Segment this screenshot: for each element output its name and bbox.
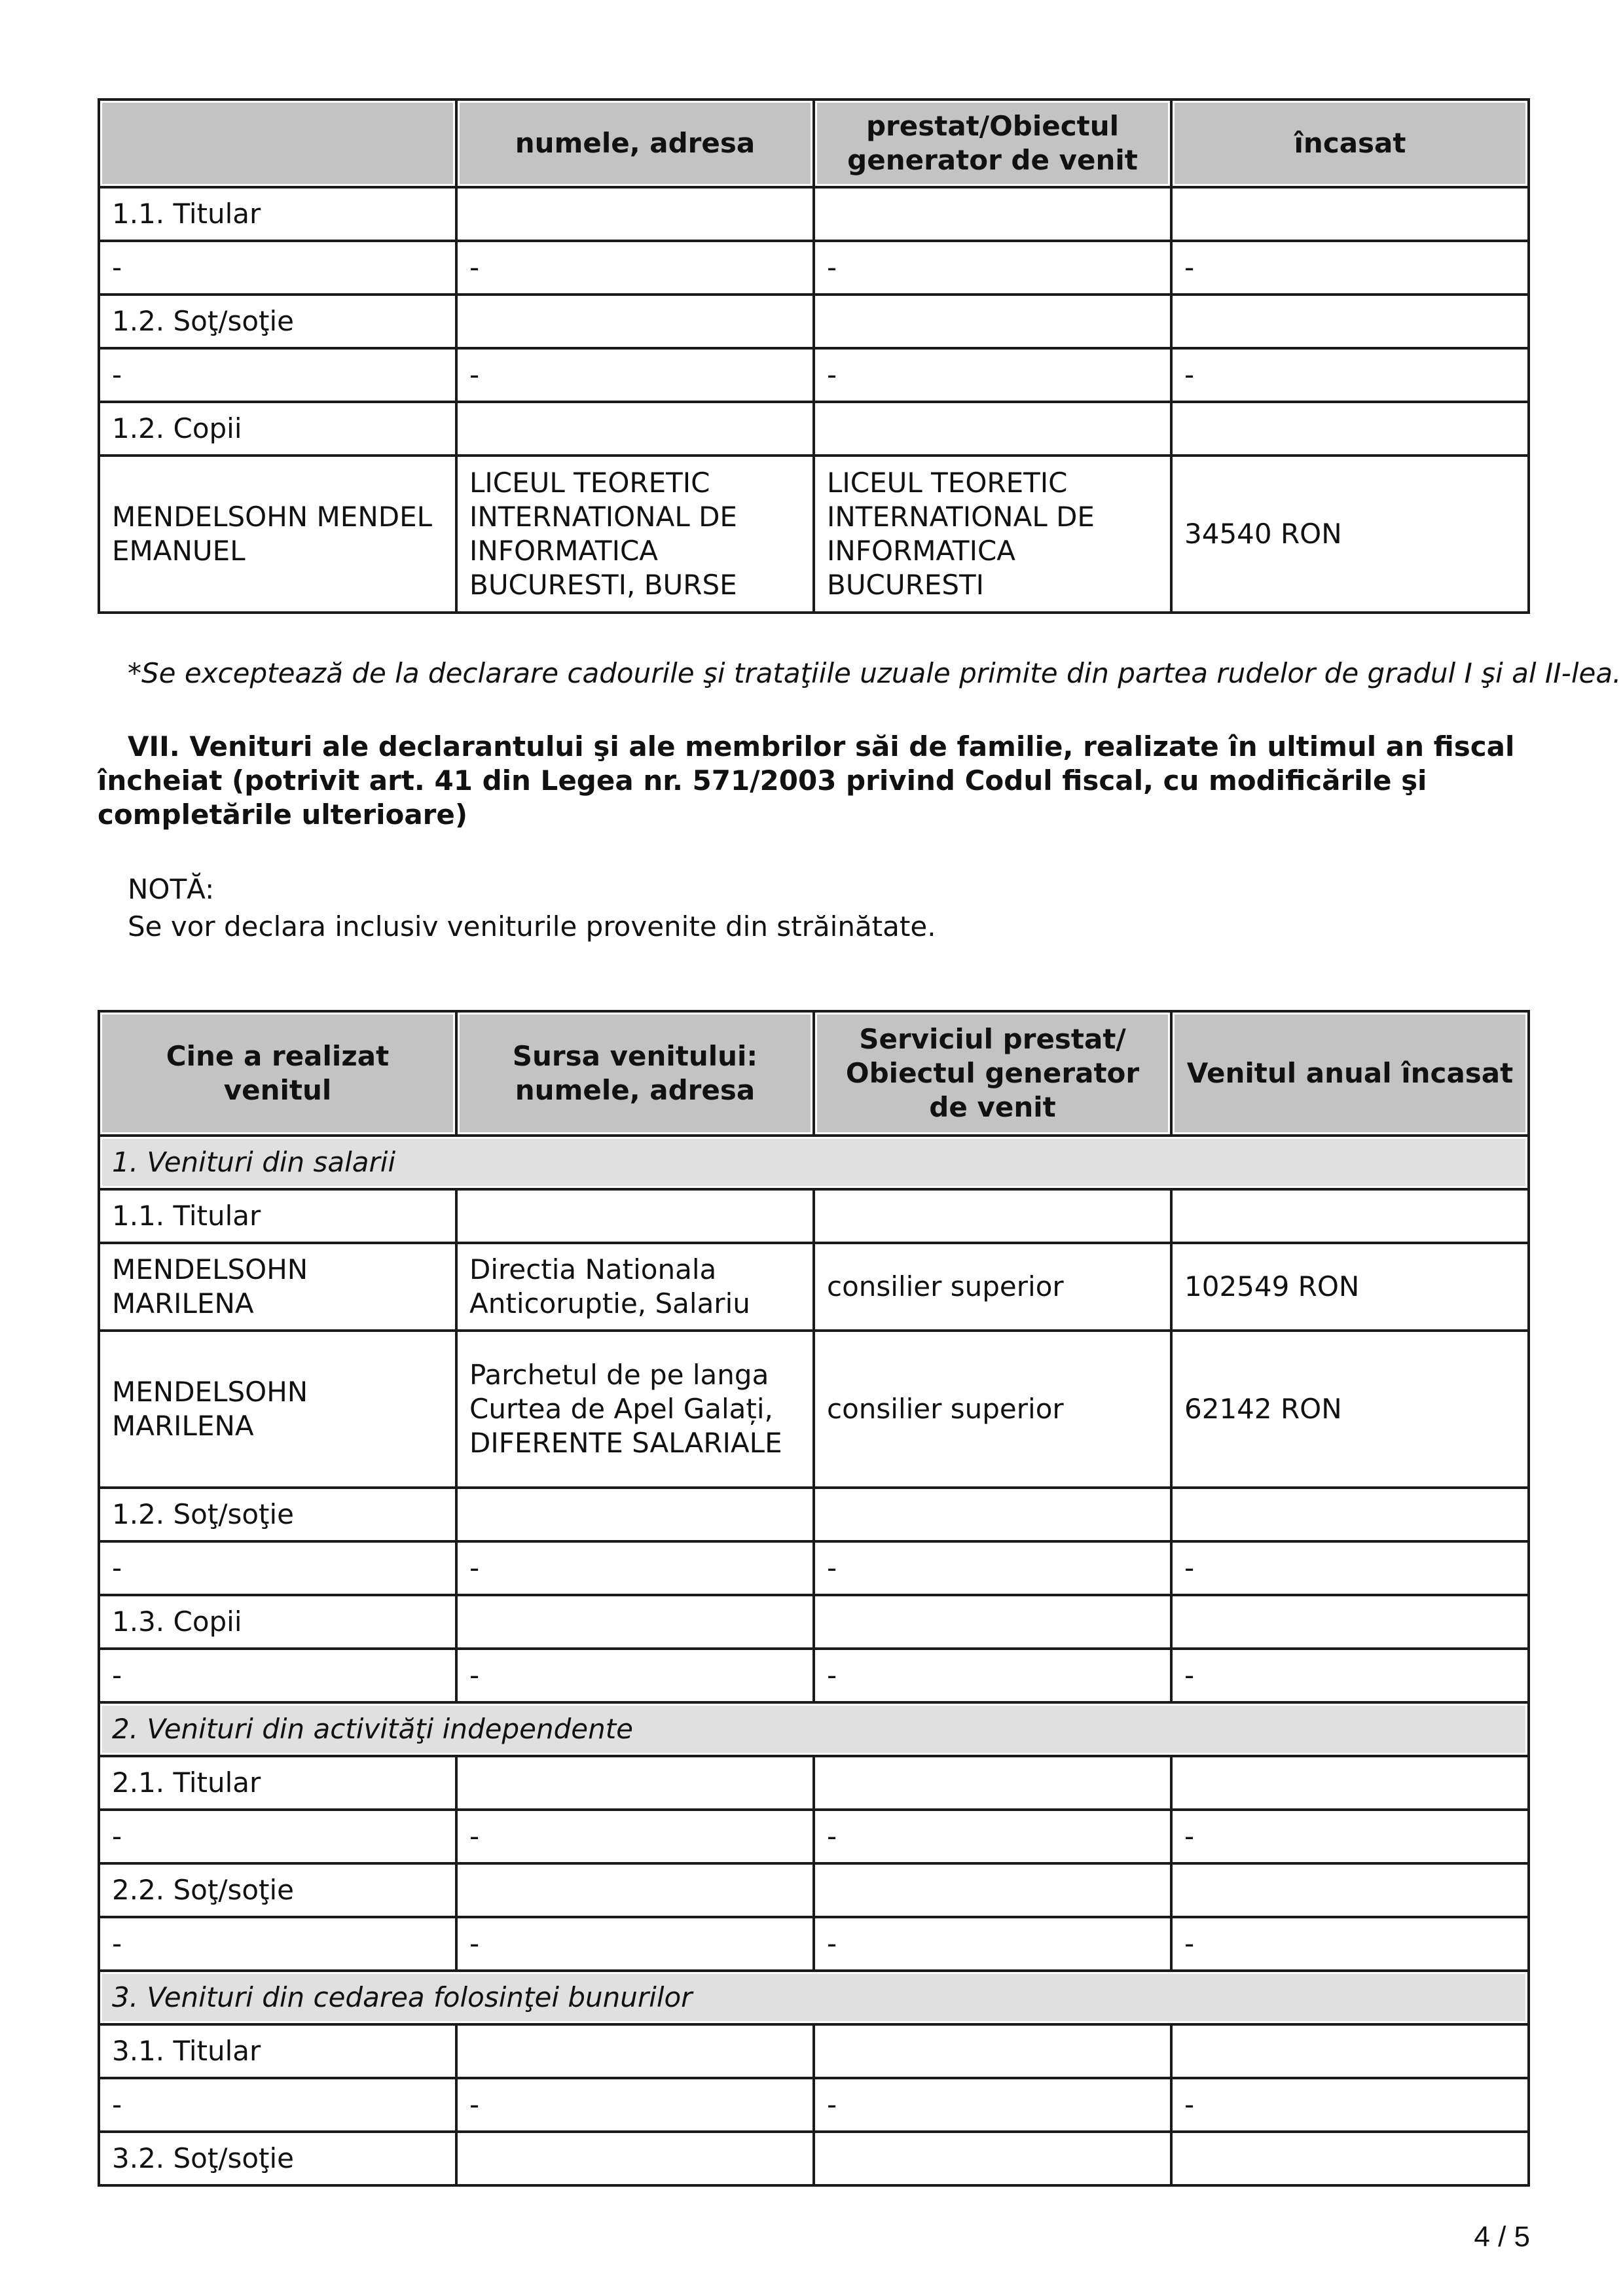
table-cell: LICEUL TEORETIC INTERNATIONAL DE INFORMATICA BUCURESTI bbox=[814, 456, 1171, 613]
table-cell: 1.2. Soţ/soţie bbox=[99, 1488, 456, 1541]
table-cell: - bbox=[1171, 1649, 1529, 1702]
table-cell bbox=[456, 187, 814, 241]
table-header-row bbox=[99, 1011, 1529, 1136]
table-row bbox=[99, 1756, 1529, 1810]
table-cell bbox=[1171, 1488, 1529, 1541]
header-cell: Sursa venitului: numele, adresa bbox=[456, 1011, 814, 1136]
table-cell: consilier superior bbox=[814, 1331, 1171, 1488]
table-cell bbox=[814, 2024, 1171, 2078]
table-cell bbox=[1171, 1189, 1529, 1243]
header-cell: Serviciul prestat/ Obiectul generator de venit bbox=[814, 1011, 1171, 1136]
table-cell bbox=[1171, 295, 1529, 348]
table-cell: - bbox=[1171, 241, 1529, 295]
table-cell: - bbox=[814, 348, 1171, 402]
table-cell bbox=[814, 1756, 1171, 1810]
table-cell: - bbox=[814, 1541, 1171, 1595]
table-cell: Directia Nationala Anticoruptie, Salariu bbox=[456, 1243, 814, 1331]
table-row bbox=[99, 1243, 1529, 1331]
section-cell: 1. Venituri din salarii bbox=[99, 1136, 1529, 1189]
table-cell: MENDELSOHN MENDEL EMANUEL bbox=[99, 456, 456, 613]
table-cell: - bbox=[456, 1917, 814, 1971]
table-cell bbox=[1171, 1756, 1529, 1810]
table-cell: 1.1. Titular bbox=[99, 187, 456, 241]
table-row bbox=[99, 1863, 1529, 1917]
table-cell: consilier superior bbox=[814, 1243, 1171, 1331]
table-cell bbox=[1171, 187, 1529, 241]
table-cell bbox=[814, 402, 1171, 456]
table-cell: MENDELSOHN MARILENA bbox=[99, 1243, 456, 1331]
table-row bbox=[99, 1189, 1529, 1243]
table-header-row bbox=[99, 99, 1529, 187]
table-row bbox=[99, 1595, 1529, 1649]
table-row bbox=[99, 2024, 1529, 2078]
table-cell bbox=[1171, 1863, 1529, 1917]
section-row bbox=[99, 1702, 1529, 1756]
table-cell: - bbox=[1171, 1810, 1529, 1863]
page-number: 4 / 5 bbox=[1474, 2221, 1530, 2253]
table-cell bbox=[456, 1189, 814, 1243]
table-row bbox=[99, 1488, 1529, 1541]
table-cell: 2.1. Titular bbox=[99, 1756, 456, 1810]
table-cell: Parchetul de pe langa Curtea de Apel Galați, DIFERENTE SALARIALE bbox=[456, 1331, 814, 1488]
section-row bbox=[99, 1136, 1529, 1189]
table-cell: 34540 RON bbox=[1171, 456, 1529, 613]
table-cell: 1.1. Titular bbox=[99, 1189, 456, 1243]
table-row bbox=[99, 456, 1529, 613]
table-cell bbox=[456, 295, 814, 348]
table-cell bbox=[814, 2132, 1171, 2185]
nota-text: Se vor declara inclusiv veniturile provenite din străinătate. bbox=[128, 910, 936, 942]
table-cell bbox=[1171, 402, 1529, 456]
table-cell bbox=[456, 1863, 814, 1917]
table-cell bbox=[814, 1595, 1171, 1649]
section-cell: 3. Venituri din cedarea folosinţei bunurilor bbox=[99, 1971, 1529, 2024]
table-cell: 3.1. Titular bbox=[99, 2024, 456, 2078]
table-row bbox=[99, 1649, 1529, 1702]
table-row bbox=[99, 295, 1529, 348]
table-row bbox=[99, 241, 1529, 295]
table-cell bbox=[814, 187, 1171, 241]
table-row bbox=[99, 402, 1529, 456]
table-cell: - bbox=[456, 241, 814, 295]
nota-label: NOTĂ: bbox=[128, 873, 215, 905]
table-cell: 62142 RON bbox=[1171, 1331, 1529, 1488]
header-cell: numele, adresa bbox=[456, 99, 814, 187]
header-cell bbox=[99, 99, 456, 187]
table-cell: - bbox=[456, 1649, 814, 1702]
exemption-note: *Se exceptează de la declarare cadourile şi trataţiile uzuale primite din partea rudelor de gradul I şi al II-lea. bbox=[128, 657, 1622, 689]
header-cell: prestat/Obiectul generator de venit bbox=[814, 99, 1171, 187]
table-cell: - bbox=[1171, 2078, 1529, 2132]
income-table bbox=[98, 1010, 1530, 2187]
table-row bbox=[99, 2078, 1529, 2132]
table-row bbox=[99, 2132, 1529, 2185]
section-heading: VII. Venituri ale declarantului şi ale membrilor săi de familie, realizate în ultimul an fiscal încheiat (potrivit art. 41 din Legea nr. 571/2003 privind Codul fiscal, cu modificările şi completările ulterioare) bbox=[98, 730, 1515, 831]
table-cell bbox=[1171, 2024, 1529, 2078]
table-cell bbox=[456, 2132, 814, 2185]
table-row bbox=[99, 1541, 1529, 1595]
table-row bbox=[99, 348, 1529, 402]
table-cell: - bbox=[99, 1917, 456, 1971]
table-cell: - bbox=[814, 1810, 1171, 1863]
table-row bbox=[99, 187, 1529, 241]
table-cell: - bbox=[1171, 1917, 1529, 1971]
table-cell: 1.3. Copii bbox=[99, 1595, 456, 1649]
table-cell bbox=[1171, 2132, 1529, 2185]
table-cell bbox=[814, 1488, 1171, 1541]
table-cell: - bbox=[99, 1649, 456, 1702]
table-row bbox=[99, 1917, 1529, 1971]
table-cell: LICEUL TEORETIC INTERNATIONAL DE INFORMATICA BUCURESTI, BURSE bbox=[456, 456, 814, 613]
table-cell bbox=[814, 1189, 1171, 1243]
table-cell bbox=[456, 2024, 814, 2078]
table-cell: 1.2. Soţ/soţie bbox=[99, 295, 456, 348]
section-cell: 2. Venituri din activităţi independente bbox=[99, 1702, 1529, 1756]
table-cell: - bbox=[456, 2078, 814, 2132]
header-cell: încasat bbox=[1171, 99, 1529, 187]
header-cell: Cine a realizat venitul bbox=[99, 1011, 456, 1136]
table-cell: 2.2. Soţ/soţie bbox=[99, 1863, 456, 1917]
table-cell bbox=[814, 1863, 1171, 1917]
table-cell: - bbox=[456, 1541, 814, 1595]
table-cell: - bbox=[99, 1810, 456, 1863]
table-cell: - bbox=[99, 2078, 456, 2132]
table-cell bbox=[456, 1488, 814, 1541]
table-cell bbox=[456, 1595, 814, 1649]
table-cell: 1.2. Copii bbox=[99, 402, 456, 456]
table-cell: - bbox=[456, 1810, 814, 1863]
table-cell bbox=[456, 1756, 814, 1810]
table-cell: - bbox=[814, 241, 1171, 295]
table-cell: MENDELSOHN MARILENA bbox=[99, 1331, 456, 1488]
table-cell: - bbox=[99, 241, 456, 295]
table-row bbox=[99, 1810, 1529, 1863]
header-cell: Venitul anual încasat bbox=[1171, 1011, 1529, 1136]
table-cell: - bbox=[814, 1917, 1171, 1971]
table-cell: - bbox=[1171, 348, 1529, 402]
table-cell: 102549 RON bbox=[1171, 1243, 1529, 1331]
table-cell bbox=[814, 295, 1171, 348]
section-row bbox=[99, 1971, 1529, 2024]
table-cell: - bbox=[814, 2078, 1171, 2132]
table-row bbox=[99, 1331, 1529, 1488]
table-cell: - bbox=[814, 1649, 1171, 1702]
table-cell: - bbox=[99, 348, 456, 402]
table-cell: - bbox=[456, 348, 814, 402]
table-cell bbox=[1171, 1595, 1529, 1649]
table-cell: - bbox=[1171, 1541, 1529, 1595]
income-table-continued bbox=[98, 98, 1530, 614]
table-cell: 3.2. Soţ/soţie bbox=[99, 2132, 456, 2185]
table-cell: - bbox=[99, 1541, 456, 1595]
table-cell bbox=[456, 402, 814, 456]
